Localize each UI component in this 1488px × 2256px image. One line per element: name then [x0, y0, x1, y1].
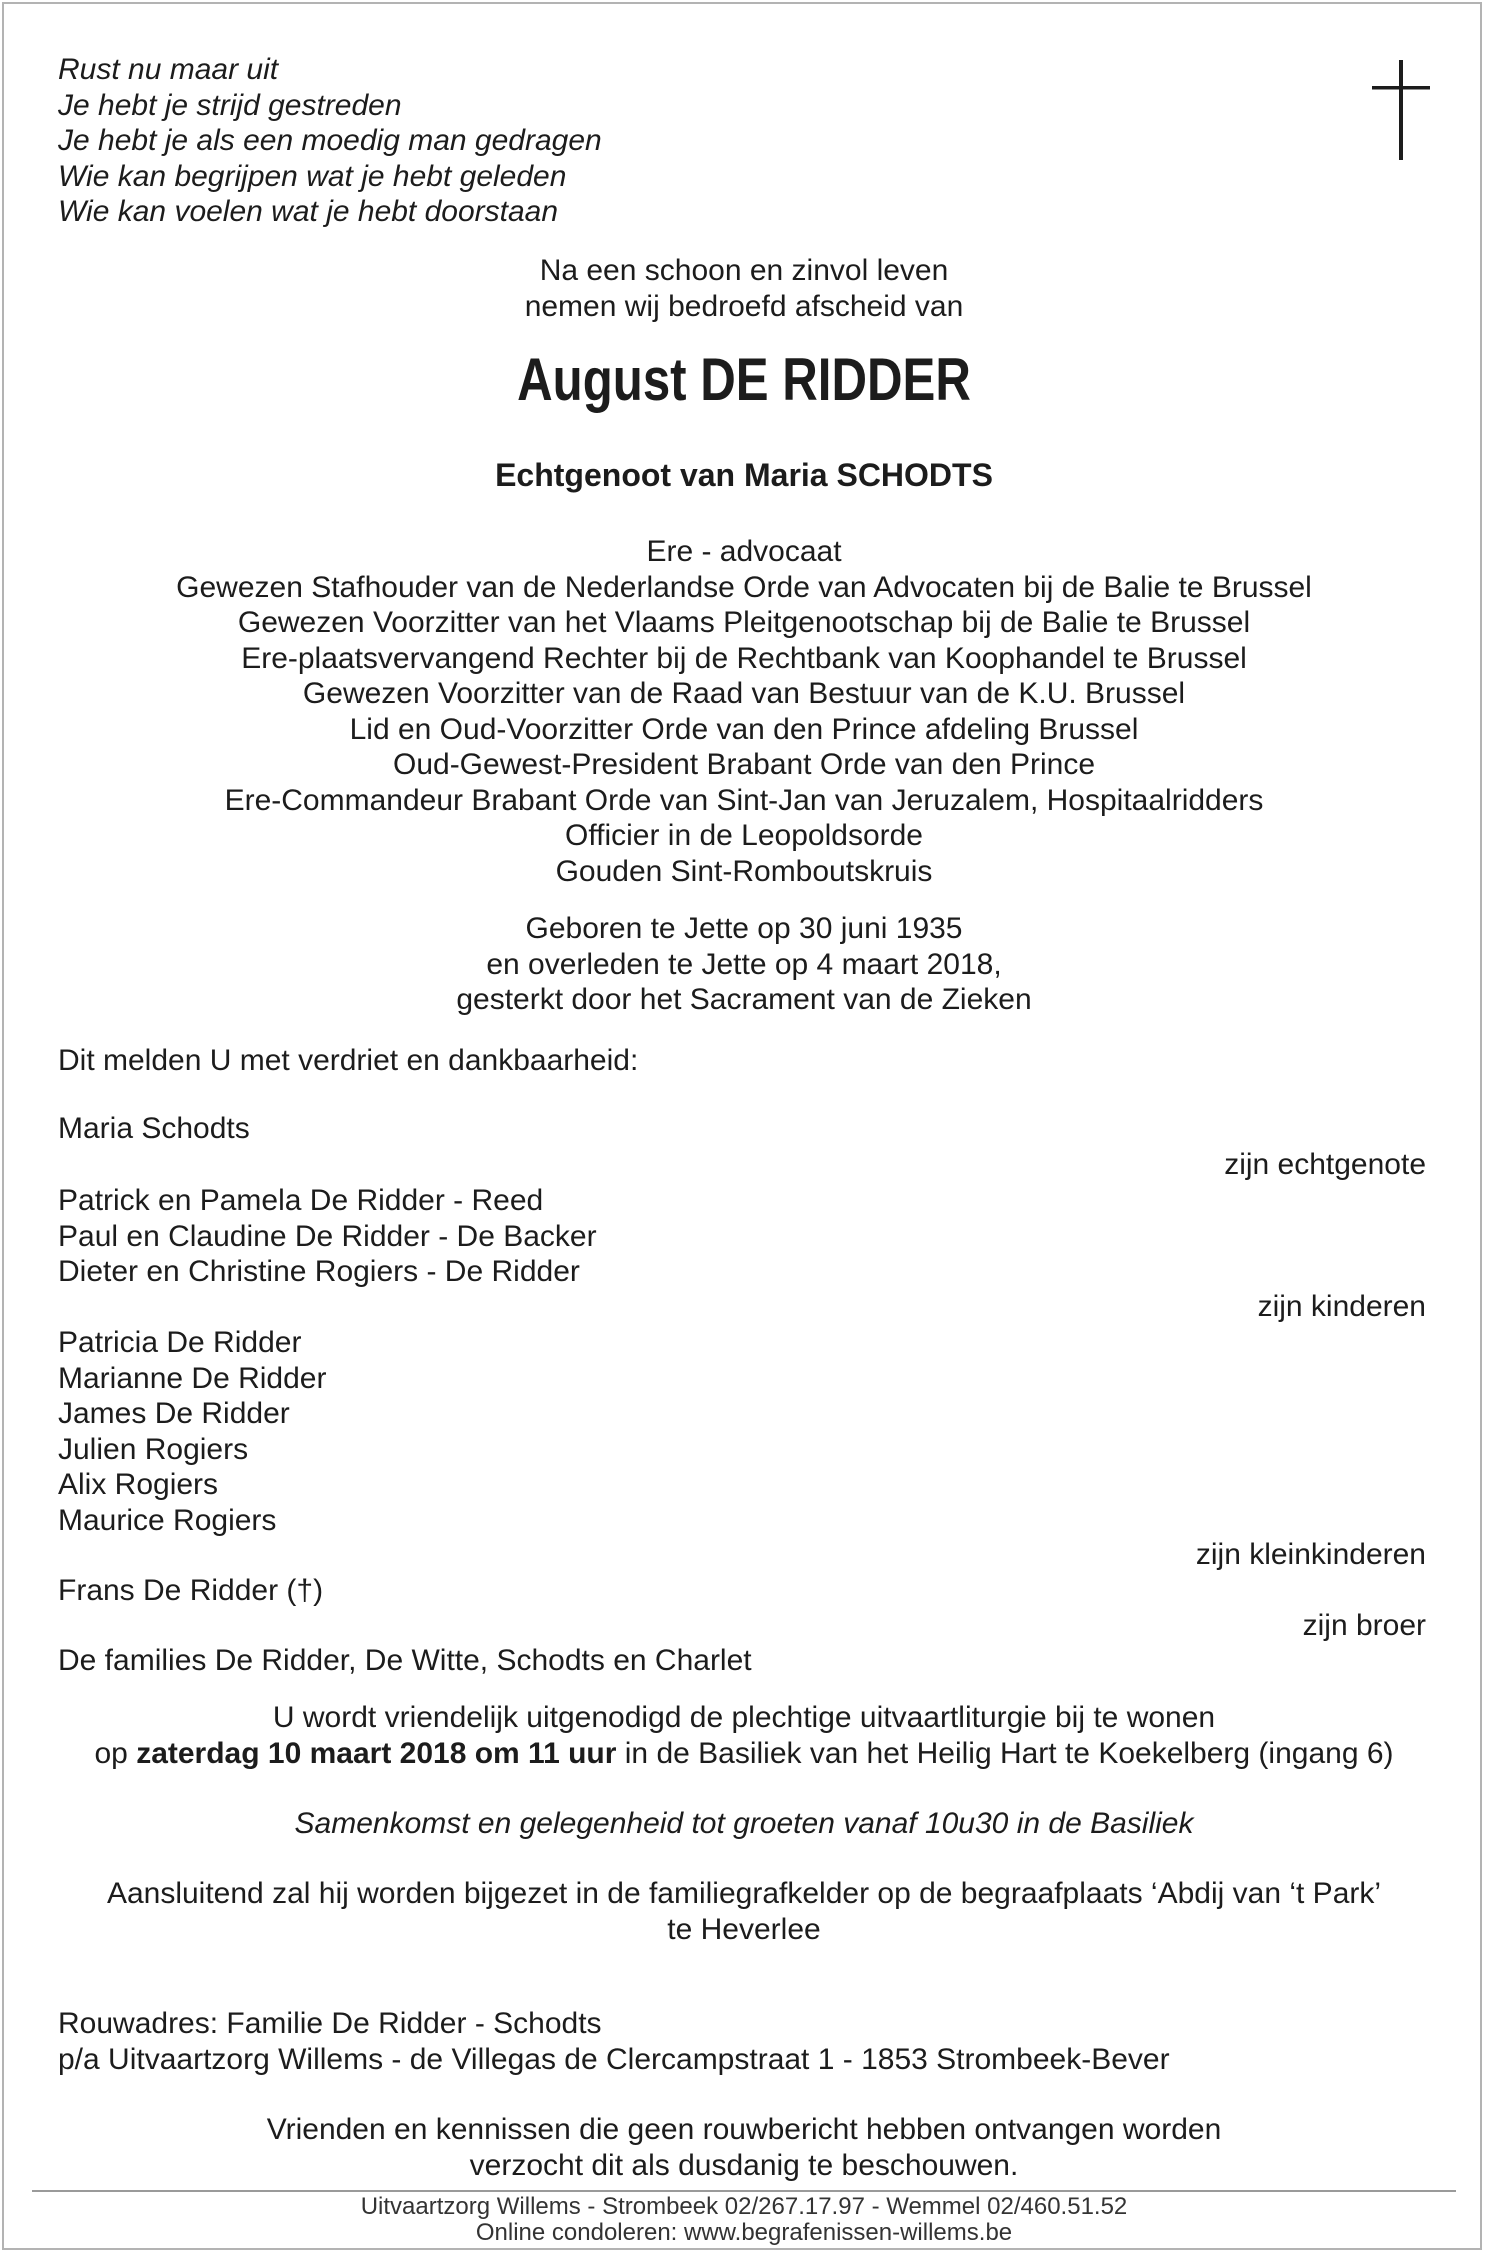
intro	[0, 253, 1488, 324]
closing	[0, 2112, 1488, 2183]
family-name: Maurice Rogiers	[58, 1503, 277, 1537]
address-line: Rouwadres: Familie De Ridder - Schodts	[58, 2007, 602, 2040]
footer-contact: Uitvaartzorg Willems - Strombeek 02/267.17.97 - Wemmel 02/460.51.52	[360, 2193, 1128, 2220]
title-item: Ere-Commandeur Brabant Orde van Sint-Jan van Jeruzalem, Hospitaalridders	[224, 783, 1264, 817]
family-children	[58, 1183, 597, 1290]
families-line: De families De Ridder, De Witte, Schodts en Charlet	[58, 1644, 752, 1677]
family-relation: zijn kinderen	[1257, 1290, 1426, 1323]
title-item: Gouden Sint-Romboutskruis	[555, 854, 933, 888]
birth-death	[0, 911, 1488, 1018]
poem-line: Je hebt je als een moedig man gedragen	[58, 124, 602, 157]
invitation-location: in de Basiliek van het Heilig Hart te Koekelberg (ingang 6)	[616, 1737, 1394, 1770]
intro-line: nemen wij bedroefd afscheid van	[524, 289, 964, 323]
title-item: Ere-plaatsvervangend Rechter bij de Rechtbank van Koophandel te Brussel	[241, 641, 1247, 675]
burial-line: te Heverlee	[667, 1912, 821, 1946]
footer-divider	[32, 2190, 1456, 2192]
title-item: Gewezen Stafhouder van de Nederlandse Orde van Advocaten bij de Balie te Brussel	[176, 570, 1312, 604]
family-relation: zijn broer	[1302, 1609, 1426, 1642]
family-name: Frans De Ridder (†)	[58, 1574, 324, 1607]
spouse-line: Echtgenoot van Maria SCHODTS	[495, 457, 993, 493]
family-name: Patricia De Ridder	[58, 1326, 302, 1359]
family-name: James De Ridder	[58, 1397, 290, 1430]
title-item: Oud-Gewest-President Brabant Orde van den Prince	[392, 748, 1096, 781]
announce-line: Dit melden U met verdriet en dankbaarheid:	[58, 1044, 639, 1077]
funeral-date-time: zaterdag 10 maart 2018 om 11 uur	[136, 1737, 617, 1770]
family-relation: zijn kleinkinderen	[1195, 1538, 1426, 1571]
family-grandchildren	[58, 1325, 326, 1538]
intro-line: Na een schoon en zinvol leven	[539, 254, 949, 287]
deceased-name: August DE RIDDER	[517, 346, 971, 413]
title-item: Gewezen Voorzitter van de Raad van Bestuur van de K.U. Brussel	[302, 677, 1186, 710]
closing-line: verzocht dit als dusdanig te beschouwen.	[469, 2148, 1019, 2182]
family-name: Dieter en Christine Rogiers - De Ridder	[58, 1255, 580, 1288]
birth-death-line: en overleden te Jette op 4 maart 2018,	[486, 947, 1002, 981]
poem-line: Wie kan begrijpen wat je hebt geleden	[58, 159, 567, 193]
burial	[0, 1876, 1488, 1947]
poem-line: Rust nu maar uit	[58, 53, 279, 86]
birth-death-line: gesterkt door het Sacrament van de Zieken	[456, 983, 1032, 1016]
gathering-line: Samenkomst en gelegenheid tot groeten vanaf 10u30 in de Basiliek	[294, 1807, 1194, 1840]
title-item: Officier in de Leopoldsorde	[564, 819, 923, 852]
title-item: Gewezen Voorzitter van het Vlaams Pleitgenootschap bij de Balie te Brussel	[237, 606, 1251, 639]
latin-cross-icon	[1372, 60, 1430, 160]
family-name: Paul en Claudine De Ridder - De Backer	[58, 1219, 597, 1253]
closing-line: Vrienden en kennissen die geen rouwbericht hebben ontvangen worden	[266, 2113, 1222, 2146]
family-name: Alix Rogiers	[58, 1468, 219, 1501]
invitation-details	[0, 1736, 1488, 1772]
family-name: Julien Rogiers	[58, 1432, 249, 1466]
poem-line: Wie kan voelen wat je hebt doorstaan	[58, 195, 559, 228]
invitation-pre: op	[94, 1737, 137, 1770]
invitation-line: U wordt vriendelijk uitgenodigd de plechtige uitvaartliturgie bij te wonen	[272, 1701, 1216, 1734]
family-name: Patrick en Pamela De Ridder - Reed	[58, 1184, 544, 1217]
address-line: p/a Uitvaartzorg Willems - de Villegas de Clercampstraat 1 - 1853 Strombeek-Bever	[58, 2042, 1170, 2076]
poem	[58, 52, 602, 230]
family-name: Maria Schodts	[58, 1112, 250, 1145]
family-name: Marianne De Ridder	[58, 1361, 327, 1395]
titles-list	[0, 534, 1488, 889]
birth-death-line: Geboren te Jette op 30 juni 1935	[525, 912, 963, 945]
family-relation: zijn echtgenote	[1224, 1148, 1426, 1181]
mourning-address	[58, 2006, 1170, 2077]
footer-website: Online condoleren: www.begrafenissen-willems.be	[475, 2219, 1013, 2246]
title-item: Ere - advocaat	[646, 535, 842, 568]
burial-line: Aansluitend zal hij worden bijgezet in de familiegrafkelder op de begraafplaats ‘Abdij van ‘t Park’	[106, 1877, 1382, 1910]
poem-line: Je hebt je strijd gestreden	[58, 88, 402, 122]
title-item: Lid en Oud-Voorzitter Orde van den Prince afdeling Brussel	[349, 712, 1139, 746]
